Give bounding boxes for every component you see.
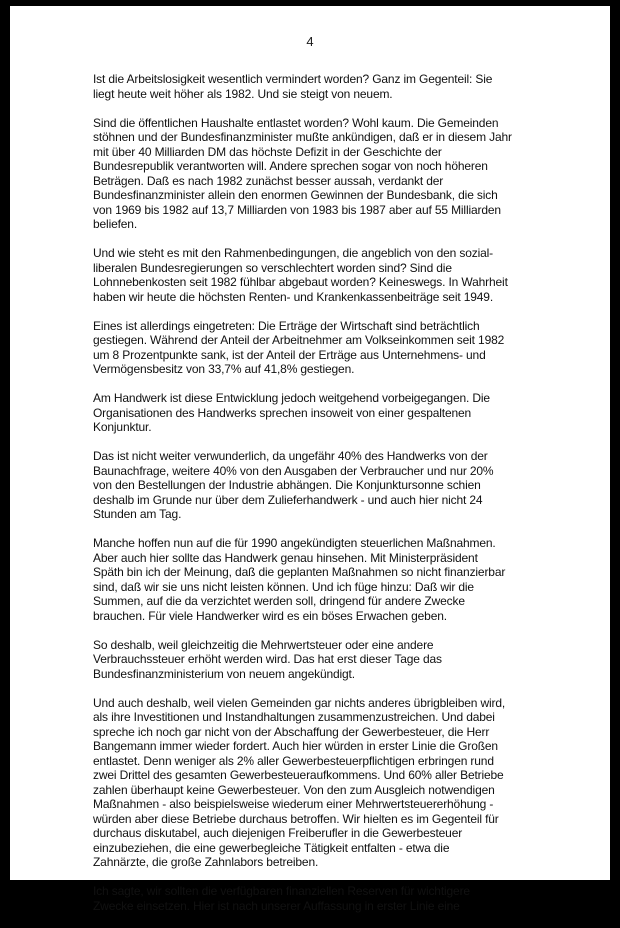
text-line: beliefen. [93,217,138,231]
text-line: Ich sagte, wir sollten die verfügbaren finanziellen Reserven für wichtigere [93,884,470,898]
text-line: stöhnen und der Bundesfinanzminister mußte ankündigen, daß er in diesem Jahr [93,130,512,144]
text-line: gestiegen. Während der Anteil der Arbeitnehmer am Volkseinkommen seit 1982 [93,333,505,347]
text-line: Aber auch hier sollte das Handwerk genau hinsehen. Mit Ministerpräsident [93,550,478,565]
text-line: haben wir heute die höchsten Renten- und Krankenkassenbeiträge seit 1949. [93,289,493,304]
text-line: Zahnärzte, die große Zahnlabors betreiben. [93,855,319,869]
paragraph [93,246,535,304]
text-line: Und auch deshalb, weil vielen Gemeinden gar nichts anderes übrigbleiben wird, [93,695,506,710]
text-line: Sind die öffentlichen Haushalte entlastet worden? Wohl kaum. Die Gemeinden [93,115,499,130]
text-line: von den Bestellungen der Industrie abhängen. Die Konjunktursonne schien [93,478,481,492]
document-body [93,72,535,928]
text-line: deshalb im Grunde nur über dem Zulieferhandwerk - und auch hier nicht 24 [93,492,483,507]
text-line: Zwecke einsetzen. Hier ist nach unserer Auffassung in erster Linie eine [93,898,460,913]
text-line: Lohnnebenkosten seit 1982 fühlbar abgebaut worden? Keineswegs. In Wahrheit [93,275,508,289]
text-line: Organisationen des Handwerks sprechen insoweit von einer gespaltenen [93,405,472,420]
text-line: Beträgen. Daß es nach 1982 zunächst besser aussah, verdankt der [93,173,444,188]
text-line: Bangemann immer wieder fordert. Auch hier würden in erster Linie die Großen [93,739,498,753]
paragraph [93,319,535,377]
text-line: Verbrauchssteuer erhöht werden wird. Das hat erst dieser Tage das [93,652,442,666]
text-line: Bundesfinanzministerium von neuem angekündigt. [93,666,355,681]
text-line: Baunachfrage, weitere 40% von den Ausgaben der Verbraucher und nur 20% [93,463,494,478]
paragraph [93,536,535,623]
text-line: zwei Drittel des gesamten Gewerbesteueraufkommens. Und 60% aller Betriebe [93,768,504,782]
text-line: So deshalb, weil gleichzeitig die Mehrwertsteuer oder eine andere [93,637,434,652]
text-line: spreche ich noch gar nicht von der Abschaffung der Gewerbesteuer, die Herr [93,724,490,739]
text-line: einzubeziehen, die eine gewerbegleiche Tätigkeit entfalten - etwa die [93,840,450,855]
text-line: durchaus diskutabel, auch diejenigen Freiberufler in die Gewerbesteuer [93,826,463,840]
text-line: Bundesrepublik verantworten will. Andere sprechen sogar von noch höheren [93,159,488,173]
text-line: würden aber diese Betriebe durchaus betroffen. Wir hielten es im Gegenteil für [93,811,499,826]
text-line: sind, daß wir sie uns nicht leisten können. Und ich füge hinzu: Daß wir die [93,579,474,594]
paragraph [93,72,535,101]
text-line: von 1969 bis 1982 auf 13,7 Milliarden von 1983 bis 1987 aber auf 55 Milliarden [93,202,501,217]
text-line: als ihre Investitionen und Instandhaltungen zusammenzustreichen. Und dabei [93,710,495,724]
text-line: Eines ist allerdings eingetreten: Die Erträge der Wirtschaft sind beträchtlich [93,318,480,333]
paragraph [93,638,535,682]
text-line: Maßnahmen - also beispielsweise wiederum einer Mehrwertsteuererhöhung - [93,797,494,811]
text-line: Konjunktur. [93,420,152,434]
text-line: um 8 Prozentpunkte sank, ist der Anteil der Erträge aus Unternehmens- und [93,347,486,362]
text-line: Bundesfinanzminister allein den enormen Gewinnen der Bundesbank, die sich [93,188,498,202]
text-line: mit über 40 Milliarden DM das höchste Defizit in der Geschichte der [93,144,442,159]
text-line: brauchen. Für viele Handwerker wird es ein böses Erwachen geben. [93,608,447,623]
text-line: Vermögensbesitz von 33,7% auf 41,8% gestiegen. [93,362,355,376]
document-page [10,6,610,913]
text-line: Am Handwerk ist diese Entwicklung jedoch weitgehend vorbeigegangen. Die [93,391,490,405]
paragraph [93,116,535,232]
text-line: Das ist nicht weiter verwunderlich, da ungefähr 40% des Handwerks von der [93,449,488,463]
text-line: Späth bin ich der Meinung, daß die geplanten Maßnahmen so nicht finanzierbar [93,565,506,579]
text-line: liegt heute weit höher als 1982. Und sie steigt von neuem. [93,86,393,101]
paragraph [93,391,535,435]
text-line: entlastet. Denn weniger als 2% aller Gewerbesteuerpflichtigen erbringen rund [93,753,494,768]
paragraph [93,696,535,870]
paragraph [93,884,535,913]
text-line: Und wie steht es mit den Rahmenbedingungen, die angeblich von den sozial- [93,246,493,260]
paragraph [93,449,535,522]
page-number: 4 [306,34,314,49]
text-line: Stunden am Tag. [93,507,182,521]
text-line: Manche hoffen nun auf die für 1990 angekündigten steuerlichen Maßnahmen. [93,536,496,550]
text-line: zahlen überhaupt keine Gewerbesteuer. Von den zum Ausgleich notwendigen [93,782,495,797]
text-line: liberalen Bundesregierungen so verschlechtert worden sind? Sind die [93,260,452,275]
text-line: Summen, auf die da verzichtet werden soll, dringend für andere Zwecke [93,594,465,608]
text-line: Ist die Arbeitslosigkeit wesentlich vermindert worden? Ganz im Gegenteil: Sie [93,72,493,86]
